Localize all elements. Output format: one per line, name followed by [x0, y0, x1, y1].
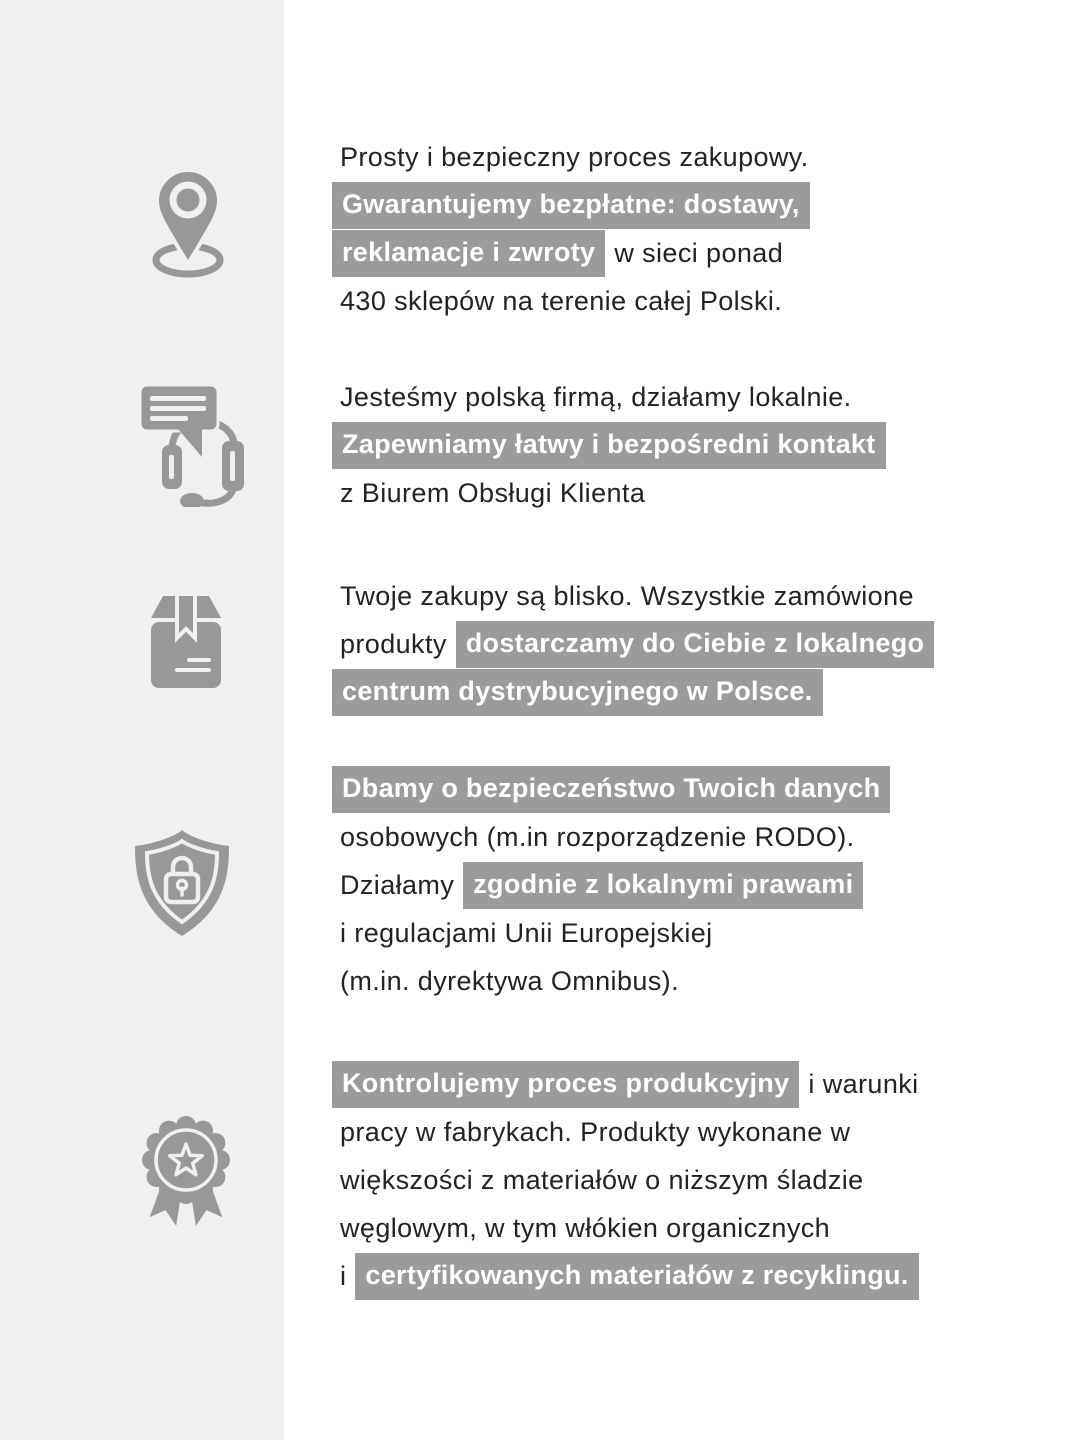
text-segment: Jesteśmy polską firmą, działamy lokalnie.: [340, 381, 852, 412]
text-segment: Twoje zakupy są blisko. Wszystkie zamówione: [340, 580, 914, 611]
text-line: [332, 1108, 1032, 1156]
text-line: [332, 373, 1032, 421]
text-line: [332, 765, 1032, 813]
text-line: [332, 421, 1032, 469]
text-line: [332, 133, 1032, 181]
text-line: [332, 1156, 1032, 1204]
benefit-section-contact: [332, 373, 1032, 517]
text-segment: z Biurem Obsługi Klienta: [340, 477, 646, 508]
highlighted-text-segment: Dbamy o bezpieczeństwo Twoich danych: [332, 766, 890, 813]
text-line: [332, 909, 1032, 957]
award-badge-icon: [131, 1114, 241, 1236]
highlighted-text-segment: Zapewniamy łatwy i bezpośredni kontakt: [332, 422, 886, 469]
text-line: [332, 620, 1032, 668]
benefit-section-delivery: [332, 572, 1032, 716]
text-line: [332, 861, 1032, 909]
text-segment: osobowych (m.in rozporządzenie RODO).: [340, 821, 855, 852]
text-line: [332, 1060, 1032, 1108]
text-line: [332, 957, 1032, 1005]
highlighted-text-segment: zgodnie z lokalnymi prawami: [463, 862, 863, 909]
text-line: [332, 668, 1032, 716]
text-segment: 430 sklepów na terenie całej Polski.: [340, 285, 783, 316]
text-line: [332, 469, 1032, 517]
highlighted-text-segment: Gwarantujemy bezpłatne: dostawy,: [332, 182, 810, 229]
text-segment: (m.in. dyrektywa Omnibus).: [340, 965, 679, 996]
text-line: [332, 181, 1032, 229]
text-segment: Prosty i bezpieczny proces zakupowy.: [340, 141, 809, 172]
text-segment: produkty: [340, 628, 447, 659]
text-segment: węglowym, w tym włókien organicznych: [340, 1212, 831, 1243]
highlighted-text-segment: reklamacje i zwroty: [332, 230, 605, 277]
location-pin-icon: [146, 168, 230, 278]
text-line: [332, 1204, 1032, 1252]
benefit-section-shopping: [332, 133, 1032, 325]
text-segment: i warunki: [808, 1068, 919, 1099]
text-segment: i: [340, 1260, 347, 1291]
text-line: [332, 1252, 1032, 1300]
text-line: [332, 229, 1032, 277]
highlighted-text-segment: dostarczamy do Ciebie z lokalnego: [456, 621, 935, 668]
shield-lock-icon: [130, 827, 234, 939]
text-segment: w sieci ponad: [614, 237, 784, 268]
text-line: [332, 813, 1032, 861]
text-segment: Działamy: [340, 869, 455, 900]
highlighted-text-segment: certyfikowanych materiałów z recyklingu.: [355, 1253, 918, 1300]
package-box-icon: [147, 592, 225, 692]
benefit-section-production: [332, 1060, 1032, 1300]
benefit-section-data-security: [332, 765, 1032, 1005]
text-segment: i regulacjami Unii Europejskiej: [340, 917, 713, 948]
highlighted-text-segment: Kontrolujemy proces produkcyjny: [332, 1061, 799, 1108]
text-line: [332, 277, 1032, 325]
highlighted-text-segment: centrum dystrybucyjnego w Polsce.: [332, 669, 823, 716]
text-line: [332, 572, 1032, 620]
text-segment: pracy w fabrykach. Produkty wykonane w: [340, 1116, 851, 1147]
support-chat-headset-icon: [138, 383, 248, 507]
text-segment: większości z materiałów o niższym śladzie: [340, 1164, 864, 1195]
